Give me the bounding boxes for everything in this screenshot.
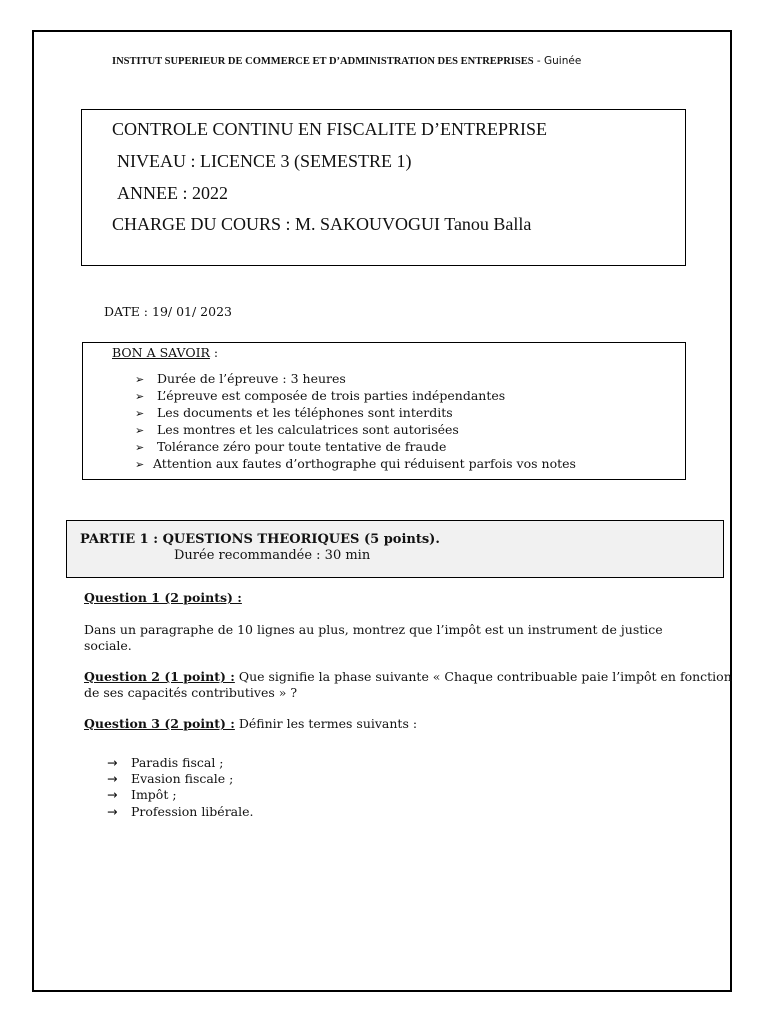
term-item — [107, 755, 224, 770]
term-text: Evasion fiscale ; — [131, 771, 234, 786]
arrowhead-bullet-icon: ➢ — [135, 424, 145, 437]
right-arrow-icon: → — [107, 804, 118, 819]
question-2-line-1 — [84, 669, 732, 684]
term-item — [107, 804, 254, 819]
exam-level: NIVEAU : LICENCE 3 (SEMESTRE 1) — [117, 151, 412, 171]
rule-item-text: Les documents et les téléphones sont interdits — [157, 405, 453, 420]
partie-1-duration: Durée recommandée : 30 min — [174, 548, 371, 563]
rule-item — [135, 405, 453, 420]
exam-year: ANNEE : 2022 — [117, 183, 228, 203]
institute-name: INSTITUT SUPERIEUR DE COMMERCE ET D’ADMINISTRATION DES ENTREPRISES — [112, 56, 534, 67]
institute-separator: - — [533, 55, 545, 67]
question-3-text: Définir les termes suivants : — [234, 716, 418, 731]
rule-item-text: Durée de l’épreuve : 3 heures — [157, 371, 346, 386]
exam-title: CONTROLE CONTINU EN FISCALITE D’ENTREPRISE — [112, 119, 547, 139]
bon-a-savoir-label: BON A SAVOIR — [112, 345, 210, 360]
rule-item-text: Tolérance zéro pour toute tentative de fraude — [157, 439, 447, 454]
right-arrow-icon: → — [107, 755, 118, 770]
question-3-line — [84, 716, 417, 731]
rule-item — [135, 371, 346, 386]
rule-item — [135, 422, 459, 437]
rule-item — [135, 439, 446, 454]
rule-item-text: Attention aux fautes d’orthographe qui réduisent parfois vos notes — [153, 456, 576, 471]
right-arrow-icon: → — [107, 771, 118, 786]
question-3-label: Question 3 (2 point) : — [84, 716, 235, 731]
bon-a-savoir-title — [112, 345, 218, 360]
institute-country: Guinée — [544, 55, 582, 67]
term-text: Profession libérale. — [131, 804, 254, 819]
question-1-heading — [84, 590, 242, 605]
right-arrow-icon: → — [107, 787, 118, 802]
exam-date: DATE : 19/ 01/ 2023 — [104, 304, 232, 319]
institute-header — [112, 55, 581, 67]
question-2-label: Question 2 (1 point) : — [84, 669, 235, 684]
term-item — [107, 771, 233, 786]
rule-item-text: Les montres et les calculatrices sont autorisées — [157, 422, 459, 437]
bon-a-savoir-colon: : — [209, 345, 219, 360]
rule-item — [135, 456, 576, 471]
question-1-text-line-1: Dans un paragraphe de 10 lignes au plus, montrez que l’impôt est un instrument de justice — [84, 622, 663, 637]
rule-item-text: L’épreuve est composée de trois parties indépendantes — [157, 388, 506, 403]
term-text: Paradis fiscal ; — [131, 755, 224, 770]
arrowhead-bullet-icon: ➢ — [135, 390, 145, 403]
partie-1-title: PARTIE 1 : QUESTIONS THEORIQUES (5 points). — [80, 532, 440, 547]
question-1-text-line-2: sociale. — [84, 638, 132, 653]
arrowhead-bullet-icon: ➢ — [135, 407, 145, 420]
arrowhead-bullet-icon: ➢ — [135, 458, 145, 471]
question-2-text: Que signifie la phase suivante « Chaque contribuable paie l’impôt en fonction — [234, 669, 732, 684]
partie-1-box — [66, 520, 724, 578]
rule-item — [135, 388, 505, 403]
question-2-text-line-2: de ses capacités contributives » ? — [84, 685, 298, 700]
term-text: Impôt ; — [131, 787, 177, 802]
course-instructor: CHARGE DU COURS : M. SAKOUVOGUI Tanou Balla — [112, 214, 532, 234]
question-1-label: Question 1 (2 points) : — [84, 590, 242, 605]
term-item — [107, 787, 177, 802]
arrowhead-bullet-icon: ➢ — [135, 441, 145, 454]
arrowhead-bullet-icon: ➢ — [135, 373, 145, 386]
